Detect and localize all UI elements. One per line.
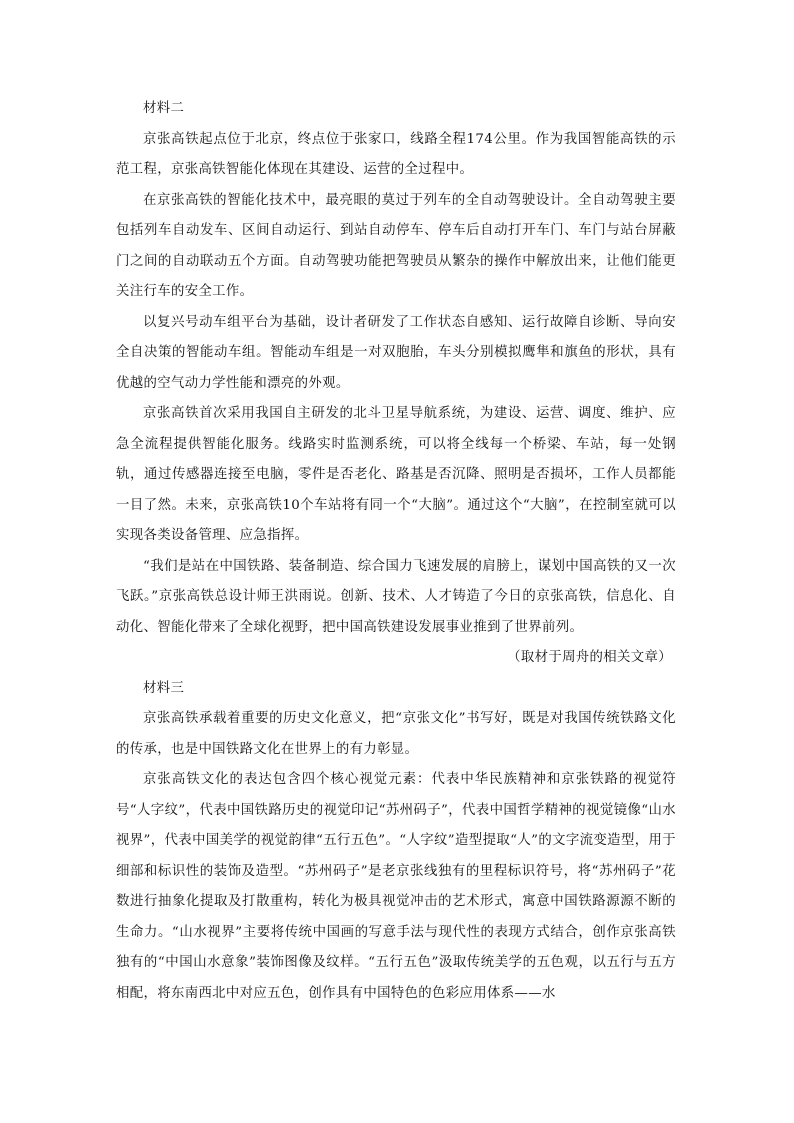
paragraph: 京张高铁文化的表达包含四个核心视觉元素：代表中华民族精神和京张铁路的视觉符号“人字纹”，代表中国铁路历史的视觉印记“苏州码子”，代表中国哲学精神的视觉镜像“山水视界”，代表中国美学的视觉韵律“五行五色”。“人字纹”造型提取“人”的文字流变造型，用于细部和标识性的装饰及造型。“苏州码子”是老京张线独有的里程标识符号，将“苏州码子”花数进行抽象化提取及打散重构，转化为极具视觉冲击的艺术形式，寓意中国铁路源源不断的生命力。“山水视界”主要将传统中国画的写意手法与现代性的表现方式结合，创作京张高铁独有的“中国山水意象”装饰图像及纹样。“五行五色”汲取传统美学的五色观，以五行与五方相配，将东南西北中对应五色，创作具有中国特色的色彩应用体系——水 [116, 772, 676, 1001]
paragraph: “我们是站在中国铁路、装备制造、综合国力飞速发展的肩膀上，谋划中国高铁的又一次飞跃。”京张高铁总设计师王洪雨说。创新、技术、人才铸造了今日的京张高铁，信息化、自动化、智能化带来了全球化视野，把中国高铁建设发展事业推到了世界前列。 [116, 558, 676, 635]
paragraph: 京张高铁首次采用我国自主研发的北斗卫星导航系统，为建设、运营、调度、维护、应急全流程提供智能化服务。线路实时监测系统，可以将全线每一个桥梁、车站，每一处钢轨，通过传感器连接至电脑，零件是否老化、路基是否沉降、照明是否损坏，工作人员都能一目了然。未来，京张高铁10个车站将有同一个“大脑”。通过这个“大脑”，在控制室就可以实现各类设备管理、应急指挥。 [116, 406, 676, 543]
source-citation: （取材于周舟的相关文章） [507, 650, 672, 665]
paragraph: 在京张高铁的智能化技术中，最亮眼的莫过于列车的全自动驾驶设计。全自动驾驶主要包括列车自动发车、区间自动运行、到站自动停车、停车后自动打开车门、车门与站台屏蔽门之间的自动联动五个方面。自动驾驶功能把驾驶员从繁杂的操作中解放出来，让他们能更关注行车的安全工作。 [116, 192, 676, 299]
section-heading-material-2: 材料二 [143, 101, 185, 116]
paragraph: 京张高铁承载着重要的历史文化意义，把“京张文化”书写好，既是对我国传统铁路文化的传承，也是中国铁路文化在世界上的有力彰显。 [116, 711, 676, 757]
paragraph: 以复兴号动车组平台为基础，设计者研发了工作状态自感知、运行故障自诊断、导向安全自决策的智能动车组。智能动车组是一对双胞胎，车头分别模拟鹰隼和旗鱼的形状，具有优越的空气动力学性能和漂亮的外观。 [116, 314, 676, 391]
paragraph: 京张高铁起点位于北京，终点位于张家口，线路全程174公里。作为我国智能高铁的示范工程，京张高铁智能化体现在其建设、运营的全过程中。 [116, 131, 676, 177]
document-page [116, 94, 676, 1009]
section-heading-material-3: 材料三 [143, 680, 185, 696]
